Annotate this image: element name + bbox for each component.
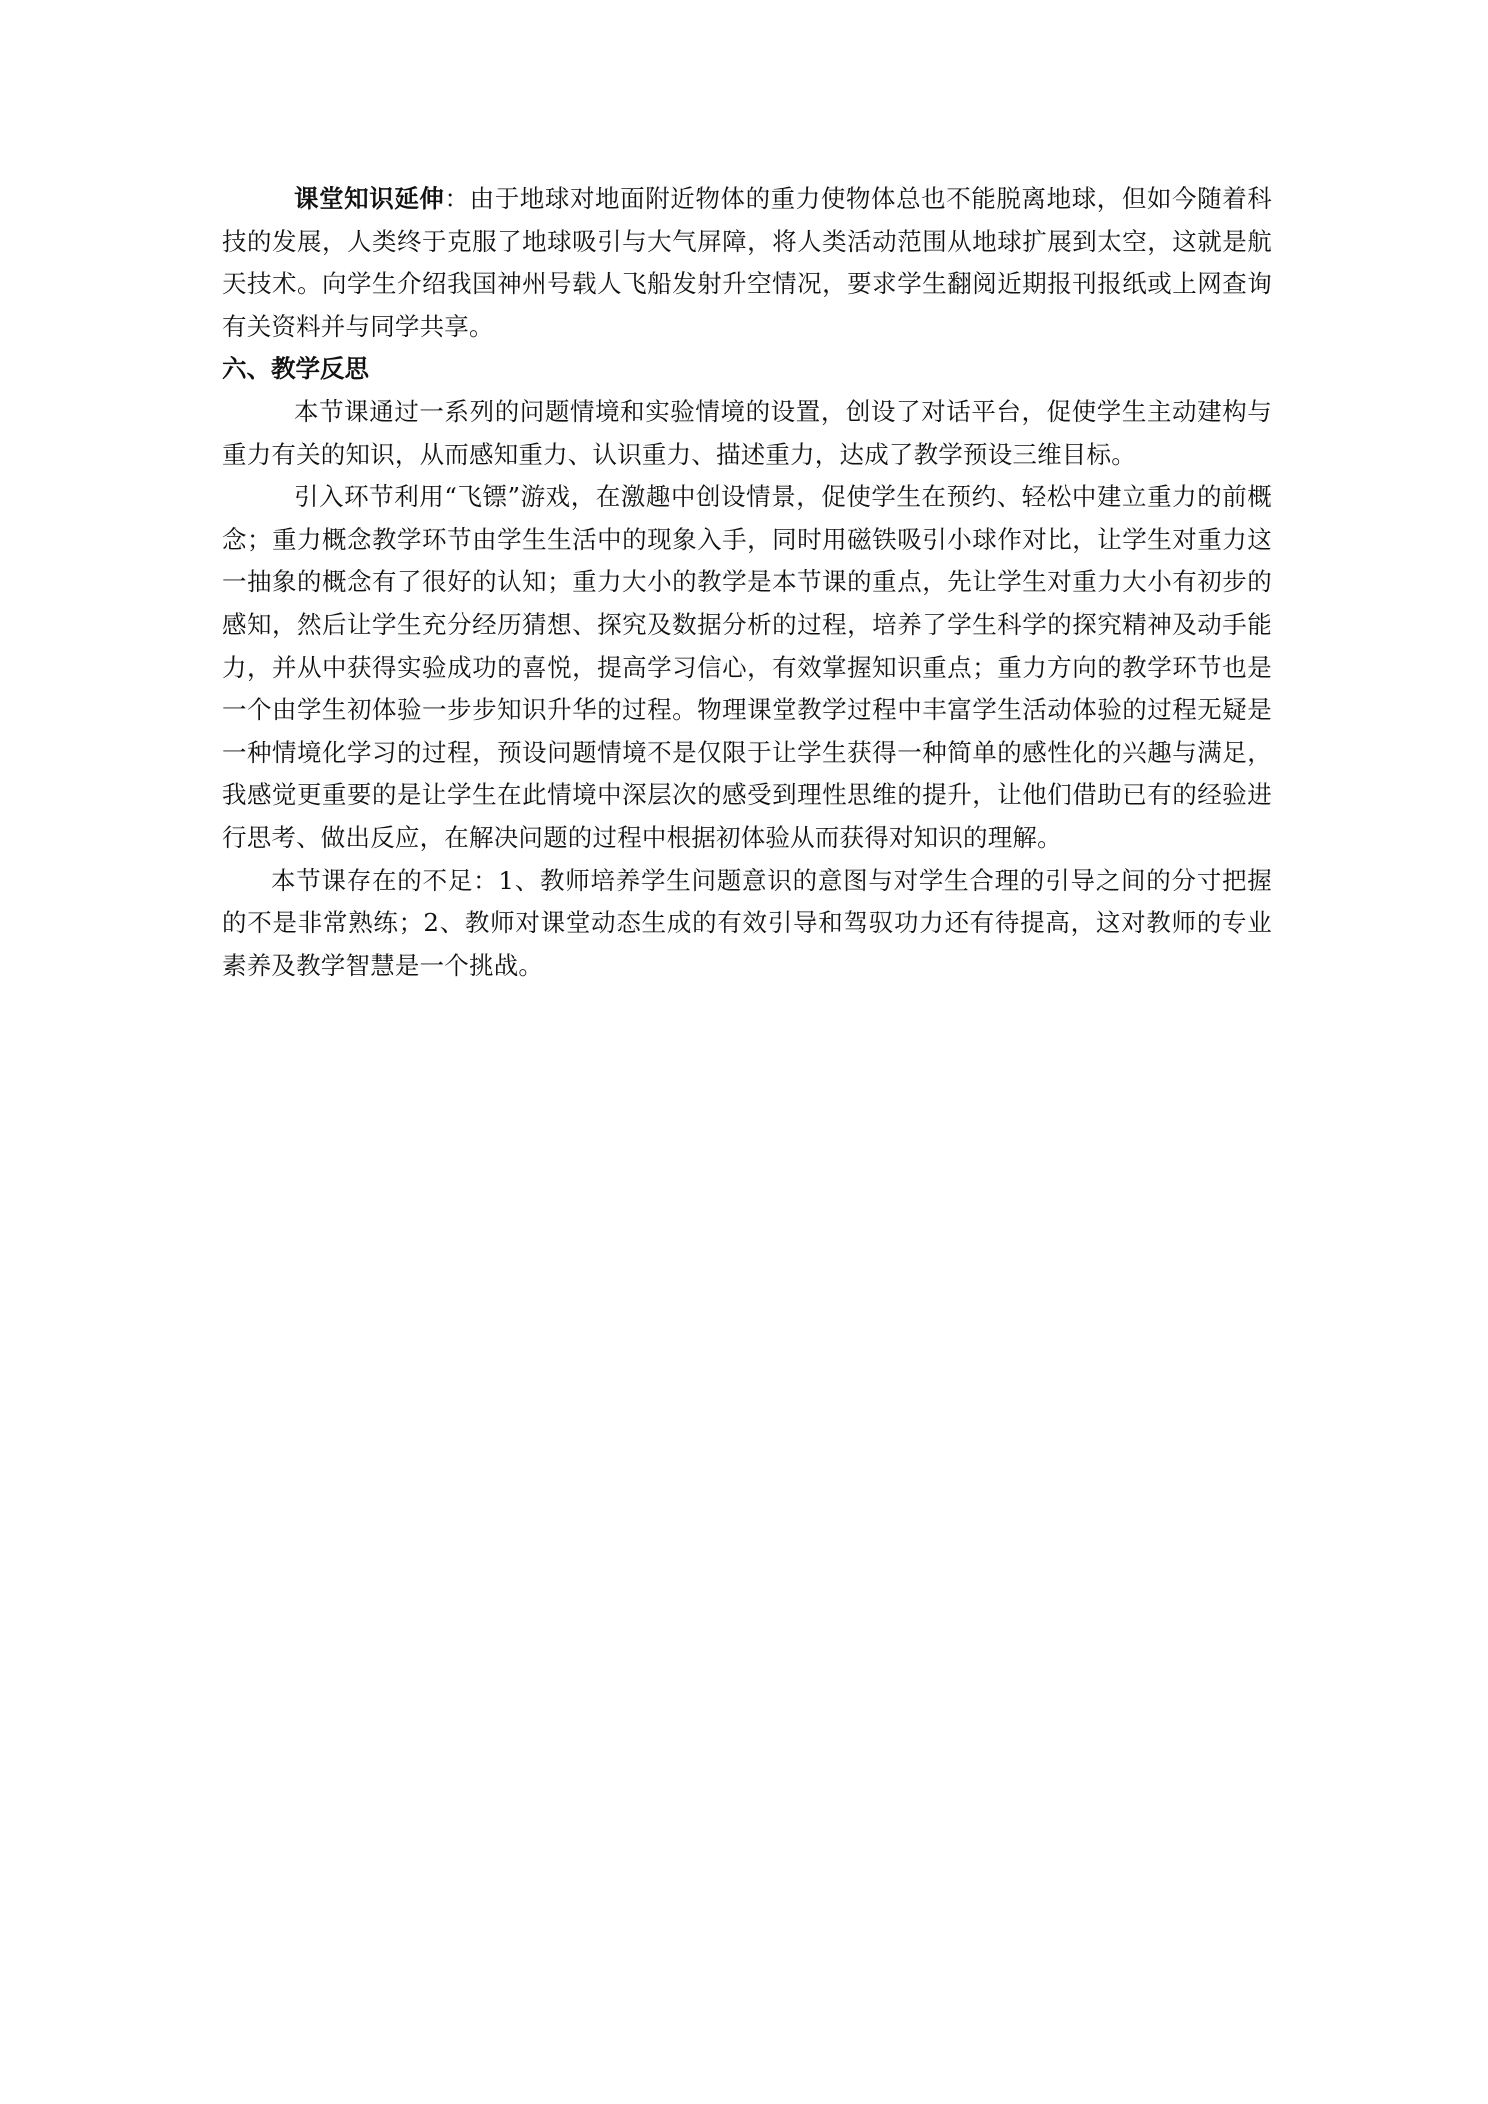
reflection-paragraph-1: 本节课通过一系列的问题情境和实验情境的设置，创设了对话平台，促使学生主动建构与重力有关的知识，从而感知重力、认识重力、描述重力，达成了教学预设三维目标。 (222, 396, 1272, 469)
extension-text: ：由于地球对地面附近物体的重力使物体总也不能脱离地球，但如今随着科技的发展，人类终于克服了地球吸引与大气屏障，将人类活动范围从地球扩展到太空，这就是航天技术。向学生介绍我国神州号载人飞船发射升空情况，要求学生翻阅近期报刊报纸或上网查询有关资料并与同学共享。 (222, 184, 1272, 341)
extension-label: 课堂知识延伸 (294, 184, 445, 213)
section-heading: 六、教学反思 (222, 354, 369, 384)
document-body (222, 178, 1272, 987)
extension-paragraph (222, 178, 1272, 348)
reflection-paragraph-3: 本节课存在的不足：1、教师培养学生问题意识的意图与对学生合理的引导之间的分寸把握的不是非常熟练；2、教师对课堂动态生成的有效引导和驾驭功力还有待提高，这对教师的专业素养及教学智慧是一个挑战。 (222, 865, 1272, 980)
reflection-paragraph-2: 引入环节利用“飞镖”游戏，在激趣中创设情景，促使学生在预约、轻松中建立重力的前概念；重力概念教学环节由学生生活中的现象入手，同时用磁铁吸引小球作对比，让学生对重力这一抽象的概念有了很好的认知；重力大小的教学是本节课的重点，先让学生对重力大小有初步的感知，然后让学生充分经历猜想、探究及数据分析的过程，培养了学生科学的探究精神及动手能力，并从中获得实验成功的喜悦，提高学习信心，有效掌握知识重点；重力方向的教学环节也是一个由学生初体验一步步知识升华的过程。物理课堂教学过程中丰富学生活动体验的过程无疑是一种情境化学习的过程，预设问题情境不是仅限于让学生获得一种简单的感性化的兴趣与满足，我感觉更重要的是让学生在此情境中深层次的感受到理性思维的提升，让他们借助已有的经验进行思考、做出反应，在解决问题的过程中根据初体验从而获得对知识的理解。 (222, 482, 1272, 852)
